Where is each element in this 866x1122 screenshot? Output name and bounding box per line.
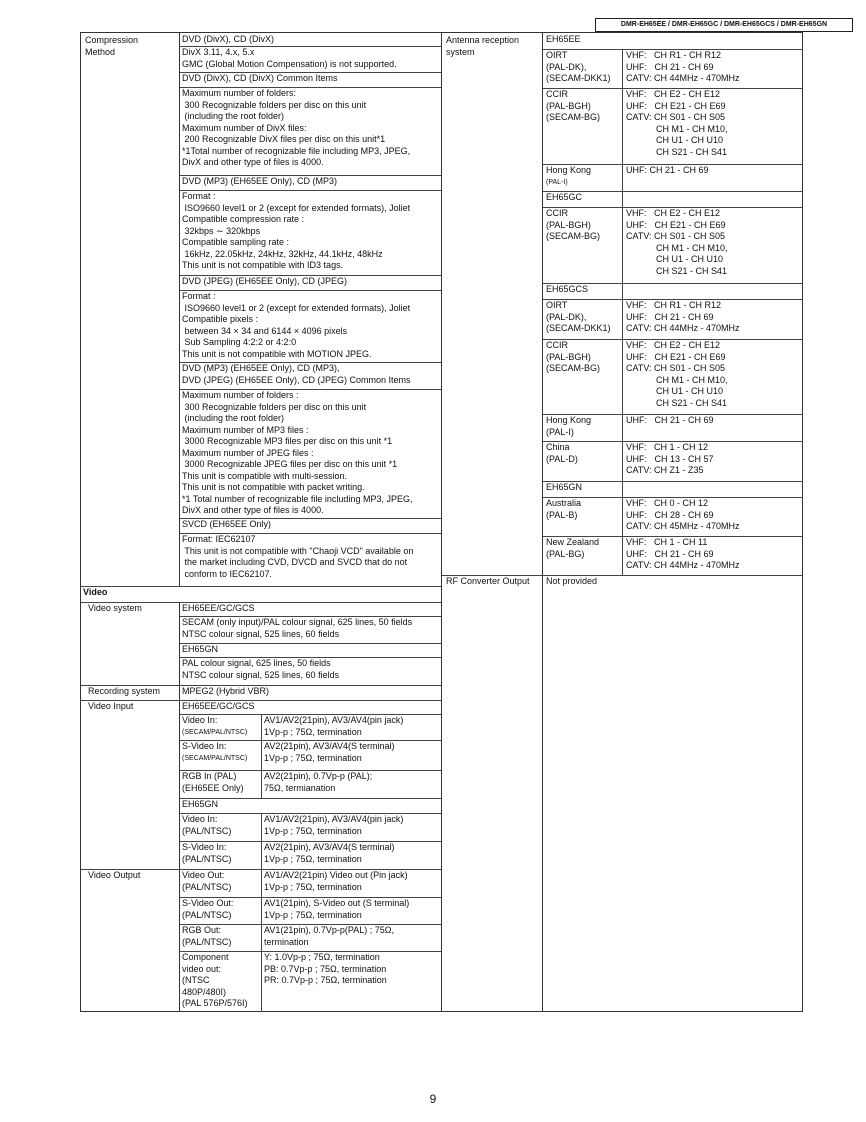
video-out-value: AV1/AV2(21pin) Video out (Pin jack) 1Vp-p ; 75Ω, termination [264, 870, 408, 892]
model-header: DMR-EH65EE / DMR-EH65GC / DMR-EH65GCS / DMR-EH65GN [595, 18, 853, 32]
gcs-oirt-name: OIRT (PAL-DK), (SECAM-DKK1) [546, 300, 611, 333]
component-out-name: Component video out: (NTSC 480P/480I) (PAL 576P/576I) [182, 952, 248, 1008]
ee-hongkong-value: UHF: CH 21 - CH 69 [626, 165, 709, 175]
rgb-in-value: AV2(21pin), 0.7Vp-p (PAL); 75Ω, termianation [264, 771, 373, 793]
ee-ccir-value: VHF: CH E2 - CH E12 UHF: CH E21 - CH E69 CATV: CH S01 - CH S05 CH M1 - CH M10, CH U1 - CH U10 CH S21 - CH S41 [626, 89, 728, 157]
gcs-hongkong-name: Hong Kong (PAL-I) [546, 415, 592, 437]
gcs-ccir-name: CCIR (PAL-BGH) (SECAM-BG) [546, 340, 600, 373]
antenna-gcs-heading: EH65GCS [546, 284, 589, 294]
gc-ccir-value: VHF: CH E2 - CH E12 UHF: CH E21 - CH E69 CATV: CH S01 - CH S05 CH M1 - CH M10, CH U1 - CH U10 CH S21 - CH S41 [626, 208, 728, 276]
divx-versions: DivX 3.11, 4.x, 5.x GMC (Global Motion Compensation) is not supported. [180, 46, 442, 72]
gcs-china-name: China (PAL-D) [546, 442, 578, 464]
ee-oirt-value: VHF: CH R1 - CH R12 UHF: CH 21 - CH 69 CATV: CH 44MHz - 470MHz [626, 50, 740, 83]
gn-video-in-value: AV1/AV2(21pin), AV3/AV4(pin jack) 1Vp-p ; 75Ω, termination [264, 814, 404, 836]
gn-s-video-in-value: AV2(21pin), AV3/AV4(S terminal) 1Vp-p ; 75Ω, termination [264, 842, 395, 864]
component-out-value: Y: 1.0Vp-p ; 75Ω, termination PB: 0.7Vp-p ; 75Ω, termination PR: 0.7Vp-p ; 75Ω, termination [264, 952, 387, 985]
video-input-gn-heading: EH65GN [182, 799, 219, 809]
mp3-heading: DVD (MP3) (EH65EE Only), CD (MP3) [180, 175, 442, 190]
jpeg-heading: DVD (JPEG) (EH65EE Only), CD (JPEG) [180, 275, 442, 290]
s-video-in-value: AV2(21pin), AV3/AV4(S terminal) 1Vp-p ; 75Ω, termination [264, 741, 395, 763]
jpeg-format-text: Format : ISO9660 level1 or 2 (except for extended formats), Joliet Compatible pixels : between 34 × 34 and 6144 × 4096 pixels Sub Sampling 4:2:2 or 4:2:0 This unit is not compatible with MOTION JPEG. [180, 290, 442, 362]
gn-video-in-name: Video In: (PAL/NTSC) [182, 814, 232, 836]
video-in-value: AV1/AV2(21pin), AV3/AV4(pin jack) 1Vp-p ; 75Ω, termination [264, 715, 404, 737]
gcs-china-value: VHF: CH 1 - CH 12 UHF: CH 13 - CH 57 CATV: CH Z1 - Z35 [626, 442, 714, 475]
page-number: 9 [429, 1092, 437, 1106]
gn-newzealand-name: New Zealand (PAL-BG) [546, 537, 600, 559]
video-in-standards: (SECAM/PAL/NTSC) [182, 729, 248, 736]
video-system-ee-text: SECAM (only input)/PAL colour signal, 625 lines, 50 fields NTSC colour signal, 525 lines, 60 fields [180, 616, 442, 643]
s-video-out-value: AV1(21pin), S-Video out (S terminal) 1Vp-p ; 75Ω, termination [264, 898, 410, 920]
gn-newzealand-value: VHF: CH 1 - CH 11 UHF: CH 21 - CH 69 CATV: CH 44MHz - 470MHz [626, 537, 740, 570]
s-video-in-name: S-Video In: [182, 741, 227, 751]
ee-ccir-name: CCIR (PAL-BGH) (SECAM-BG) [546, 89, 600, 122]
s-video-out-name: S-Video Out: (PAL/NTSC) [182, 898, 234, 920]
antenna-ee-heading: EH65EE [546, 34, 581, 44]
video-input-label: Video Input [88, 701, 134, 711]
video-system-ee-gc-gcs: EH65EE/GC/GCS [182, 603, 255, 613]
compression-label: Compression Method [85, 35, 139, 57]
video-out-name: Video Out: (PAL/NTSC) [182, 870, 232, 892]
antenna-gc-heading: EH65GC [546, 192, 583, 202]
recording-system-value: MPEG2 (Hybrid VBR) [182, 686, 270, 696]
gc-ccir-name: CCIR (PAL-BGH) (SECAM-BG) [546, 208, 600, 241]
antenna-gn-heading: EH65GN [546, 482, 583, 492]
video-system-gn-text: PAL colour signal, 625 lines, 50 fields NTSC colour signal, 525 lines, 60 fields [180, 657, 442, 685]
video-in-name: Video In: [182, 715, 218, 725]
video-output-label: Video Output [88, 870, 141, 880]
ee-hongkong-standard: (PAL-I) [546, 179, 568, 186]
svcd-format-text: Format: IEC62107 This unit is not compatible with "Chaoji VCD" available on the market including CVD, DVCD and SVCD that do not conform to IEC62107. [180, 533, 442, 586]
s-video-in-standards: (SECAM/PAL/NTSC) [182, 755, 248, 762]
ee-hongkong-name: Hong Kong [546, 165, 592, 175]
left-spec-table [80, 32, 442, 1012]
divx-common-text: Maximum number of folders: 300 Recognizable folders per disc on this unit (including the root folder) Maximum number of DivX files: 200 Recognizable DivX files per disc on this unit*1 *1Total number of recognizable file including MP3, JPEG, DivX and other type of files is 4000. [180, 87, 442, 175]
ee-oirt-name: OIRT (PAL-DK), (SECAM-DKK1) [546, 50, 611, 83]
mp3-jpeg-common-heading: DVD (MP3) (EH65EE Only), CD (MP3), DVD (JPEG) (EH65EE Only), CD (JPEG) Common Items [180, 362, 442, 389]
svcd-heading: SVCD (EH65EE Only) [180, 518, 442, 533]
divx-common-heading: DVD (DivX), CD (DivX) Common Items [180, 72, 442, 87]
gn-s-video-in-name: S-Video In: (PAL/NTSC) [182, 842, 232, 864]
rgb-in-name: RGB In (PAL) (EH65EE Only) [182, 771, 244, 793]
gcs-ccir-value: VHF: CH E2 - CH E12 UHF: CH E21 - CH E69 CATV: CH S01 - CH S05 CH M1 - CH M10, CH U1 - CH U10 CH S21 - CH S41 [626, 340, 728, 408]
video-system-label: Video system [88, 603, 142, 613]
divx-heading: DVD (DivX), CD (DivX) [182, 34, 274, 44]
gcs-oirt-value: VHF: CH R1 - CH R12 UHF: CH 21 - CH 69 CATV: CH 44MHz - 470MHz [626, 300, 740, 333]
gn-australia-name: Australia (PAL-B) [546, 498, 582, 520]
antenna-label: Antenna reception system [446, 35, 520, 57]
rgb-out-value: AV1(21pin), 0.7Vp-p(PAL) ; 75Ω, termination [264, 925, 394, 947]
video-section-heading: Video [81, 586, 442, 602]
mp3-format-text: Format : ISO9660 level1 or 2 (except for extended formats), Joliet Compatible compression rate : 32kbps ∼ 320kbps Compatible sampling rate : 16kHz, 22.05kHz, 24kHz, 32kHz, 44.1kHz, 48kHz This unit is not compatible with ID3 tags. [180, 190, 442, 275]
video-input-ee-heading: EH65EE/GC/GCS [182, 701, 255, 711]
rf-converter-label: RF Converter Output [446, 576, 530, 586]
rgb-out-name: RGB Out: (PAL/NTSC) [182, 925, 232, 947]
video-system-gn: EH65GN [180, 643, 442, 657]
mp3-jpeg-common-text: Maximum number of folders : 300 Recognizable folders per disc on this unit (including the root folder) Maximum number of MP3 files : 3000 Recognizable MP3 files per disc on this unit *1 Maximum number of JPEG files : 3000 Recognizable JPEG files per disc on this unit *1 This unit is compatible with multi-session. This unit is not compatible with packet writing. *1 Total number of recognizable file including MP3, JPEG, DivX and other type of files is 4000. [180, 389, 442, 518]
gn-australia-value: VHF: CH 0 - CH 12 UHF: CH 28 - CH 69 CATV: CH 45MHz - 470MHz [626, 498, 740, 531]
right-spec-table [441, 32, 803, 1012]
rf-converter-value: Not provided [546, 576, 598, 586]
gcs-hongkong-value: UHF: CH 21 - CH 69 [626, 415, 714, 425]
recording-system-label: Recording system [88, 686, 161, 696]
